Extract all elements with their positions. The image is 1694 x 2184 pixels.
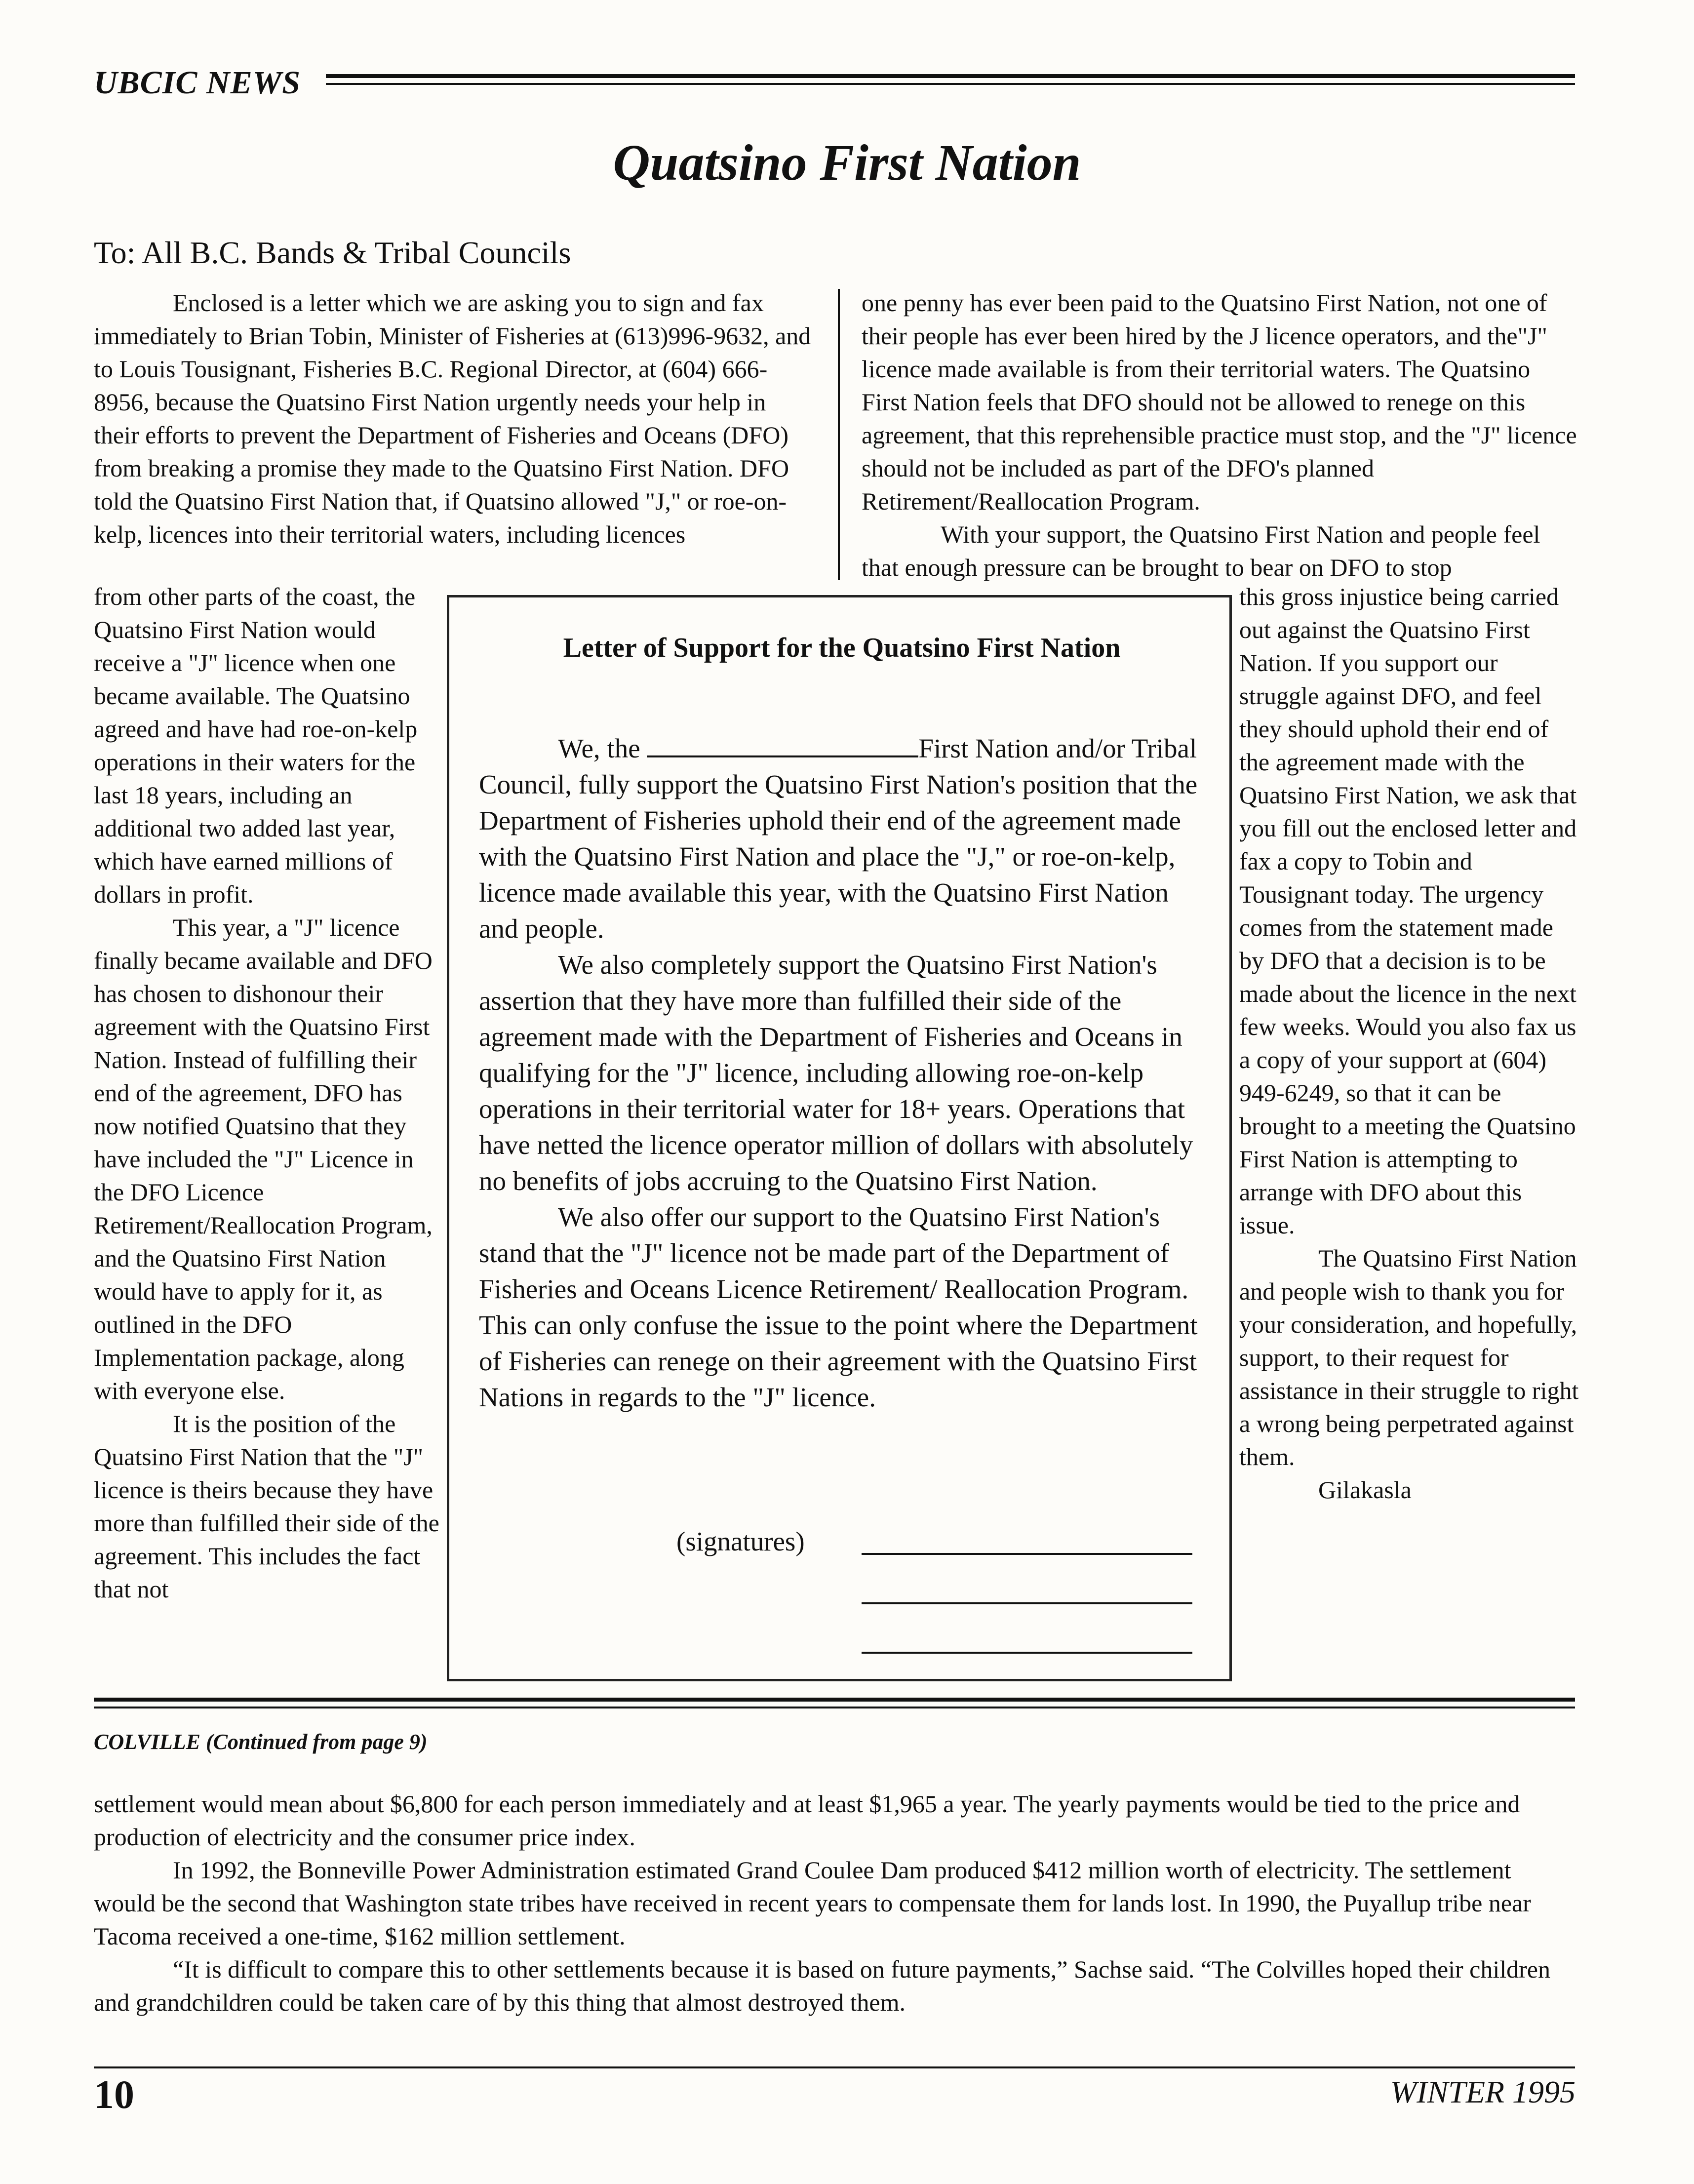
signoff: Gilakasla bbox=[1318, 1476, 1412, 1504]
letter-paragraph-text: First Nation and/or Tribal Council, fully support the Quatsino First Nation's position that the Department of Fisheries uphold their end of the agreement made with the Quatsino First Nation and place the "J," or roe-on-kelp, licence made available this year, with the Quatsino First Nation and people. bbox=[479, 733, 1198, 944]
signature-line[interactable] bbox=[862, 1553, 1192, 1555]
footer-rule bbox=[94, 2066, 1575, 2068]
signatures-label: (signatures) bbox=[676, 1526, 805, 1556]
letter-prefix: We, the bbox=[558, 733, 640, 763]
paragraph: It is the position of the Quatsino First Nation that the "J" licence is theirs because they have more than fulfilled their side of the agreement. This includes the fact that not bbox=[94, 1410, 439, 1603]
left-column-top bbox=[94, 286, 815, 551]
right-column-top bbox=[862, 286, 1577, 584]
right-narrow-column bbox=[1239, 580, 1580, 1507]
publication-name: UBCIC NEWS bbox=[94, 65, 301, 101]
article-title: Quatsino First Nation bbox=[613, 134, 1081, 191]
column-divider bbox=[838, 289, 840, 580]
paragraph: In 1992, the Bonneville Power Administration estimated Grand Coulee Dam produced $412 million worth of electricity. The settlement would be the second that Washington state tribes have received in recent years to compensate them for lands lost. In 1990, the Puyallup tribe near Tacoma received a one-time, $162 million settlement. bbox=[94, 1856, 1531, 1950]
section-rule bbox=[94, 1698, 1575, 1708]
header-rule bbox=[326, 74, 1575, 85]
signature-line[interactable] bbox=[862, 1652, 1192, 1654]
letter-paragraph: We also offer our support to the Quatsino First Nation's stand that the "J" licence not be made part of the Department of Fisheries and Oceans Licence Retirement/ Reallocation Program. This can only confuse the issue to the point where the Department of Fisheries can renege on their agreement with the Quatsino First Nations in regards to the "J" licence. bbox=[479, 1202, 1198, 1412]
paragraph: “It is difficult to compare this to other settlements because it is based on future payments,” Sachse said. “The Colvilles hoped their children and grandchildren could be taken care of by this thing that almost destroyed them. bbox=[94, 1955, 1550, 2016]
left-narrow-column bbox=[94, 580, 439, 1606]
page-number: 10 bbox=[94, 2072, 134, 2117]
paragraph: settlement would mean about $6,800 for each person immediately and at least $1,965 a year. The yearly payments would be tied to the price and production of electricity and the consumer price index. bbox=[94, 1790, 1520, 1851]
paragraph: this gross injustice being carried out against the Quatsino First Nation. If you support our struggle against DFO, and feel they should uphold their end of the agreement made with the Quatsino First Nation, we ask that you fill out the enclosed letter and fax a copy to Tobin and Tousignant today. The urgency comes from the statement made by DFO that a decision is to be made about the licence in the next few weeks. Would you also fax us a copy of your support at (604) 949-6249, so that it can be brought to a meeting the Quatsino First Nation is attempting to arrange with DFO about this issue. bbox=[1239, 583, 1577, 1239]
paragraph: one penny has ever been paid to the Quatsino First Nation, not one of their people has ever been hired by the J licence operators, and the"J" licence made available is from their territorial waters. The Quatsino First Nation feels that DFO should not be allowed to renege on this agreement, that this reprehensible practice must stop, and the "J" licence should not be included as part of the DFO's planned Retirement/Reallocation Program. bbox=[862, 289, 1577, 515]
colville-article bbox=[94, 1787, 1575, 2019]
letter-paragraph bbox=[479, 728, 1205, 947]
colville-continuation-heading: COLVILLE (Continued from page 9) bbox=[94, 1730, 428, 1754]
signature-line[interactable] bbox=[862, 1602, 1192, 1604]
letter-body bbox=[479, 728, 1205, 1415]
first-nation-name-blank[interactable] bbox=[647, 728, 918, 757]
issue-date: WINTER 1995 bbox=[1390, 2074, 1576, 2109]
paragraph: The Quatsino First Nation and people wish to thank you for your consideration, and hopefully, support, to their request for assistance in their struggle to right a wrong being perpetrated against them. bbox=[1239, 1244, 1579, 1470]
letter-title: Letter of Support for the Quatsino First Nation bbox=[563, 633, 1121, 663]
paragraph: This year, a "J" licence finally became available and DFO has chosen to dishonour their agreement with the Quatsino First Nation. Instead of fulfilling their end of the agreement, DFO has now notified Quatsino that they have included the "J" Licence in the DFO Licence Retirement/Reallocation Program, and the Quatsino First Nation would have to apply for it, as outlined in the DFO Implementation package, along with everyone else. bbox=[94, 913, 433, 1404]
paragraph: from other parts of the coast, the Quatsino First Nation would receive a "J" licence when one became available. The Quatsino agreed and have had roe-on-kelp operations in their waters for the last 18 years, including an additional two added last year, which have earned millions of dollars in profit. bbox=[94, 583, 418, 908]
letter-paragraph: We also completely support the Quatsino First Nation's assertion that they have more than fulfilled their side of the agreement made with the Department of Fisheries and Oceans in qualifying for the "J" licence, including allowing roe-on-kelp operations in their territorial water for 18+ years. Operations that have netted the licence operator million of dollars with absolutely no benefits of jobs accruing to the Quatsino First Nation. bbox=[479, 950, 1193, 1196]
addressee-line: To: All B.C. Bands & Tribal Councils bbox=[94, 235, 571, 270]
paragraph: Enclosed is a letter which we are asking you to sign and fax immediately to Brian Tobin, Minister of Fisheries at (613)996-9632, and to Louis Tousignant, Fisheries B.C. Regional Director, at (604) 666-8956, because the Quatsino First Nation urgently needs your help in their efforts to prevent the Department of Fisheries and Oceans (DFO) from breaking a promise they made to the Quatsino First Nation. DFO told the Quatsino First Nation that, if Quatsino allowed "J," or roe-on-kelp, licences into their territorial waters, including licences bbox=[94, 289, 811, 548]
paragraph: With your support, the Quatsino First Nation and people feel that enough pressure can be brought to bear on DFO to stop bbox=[862, 520, 1540, 581]
